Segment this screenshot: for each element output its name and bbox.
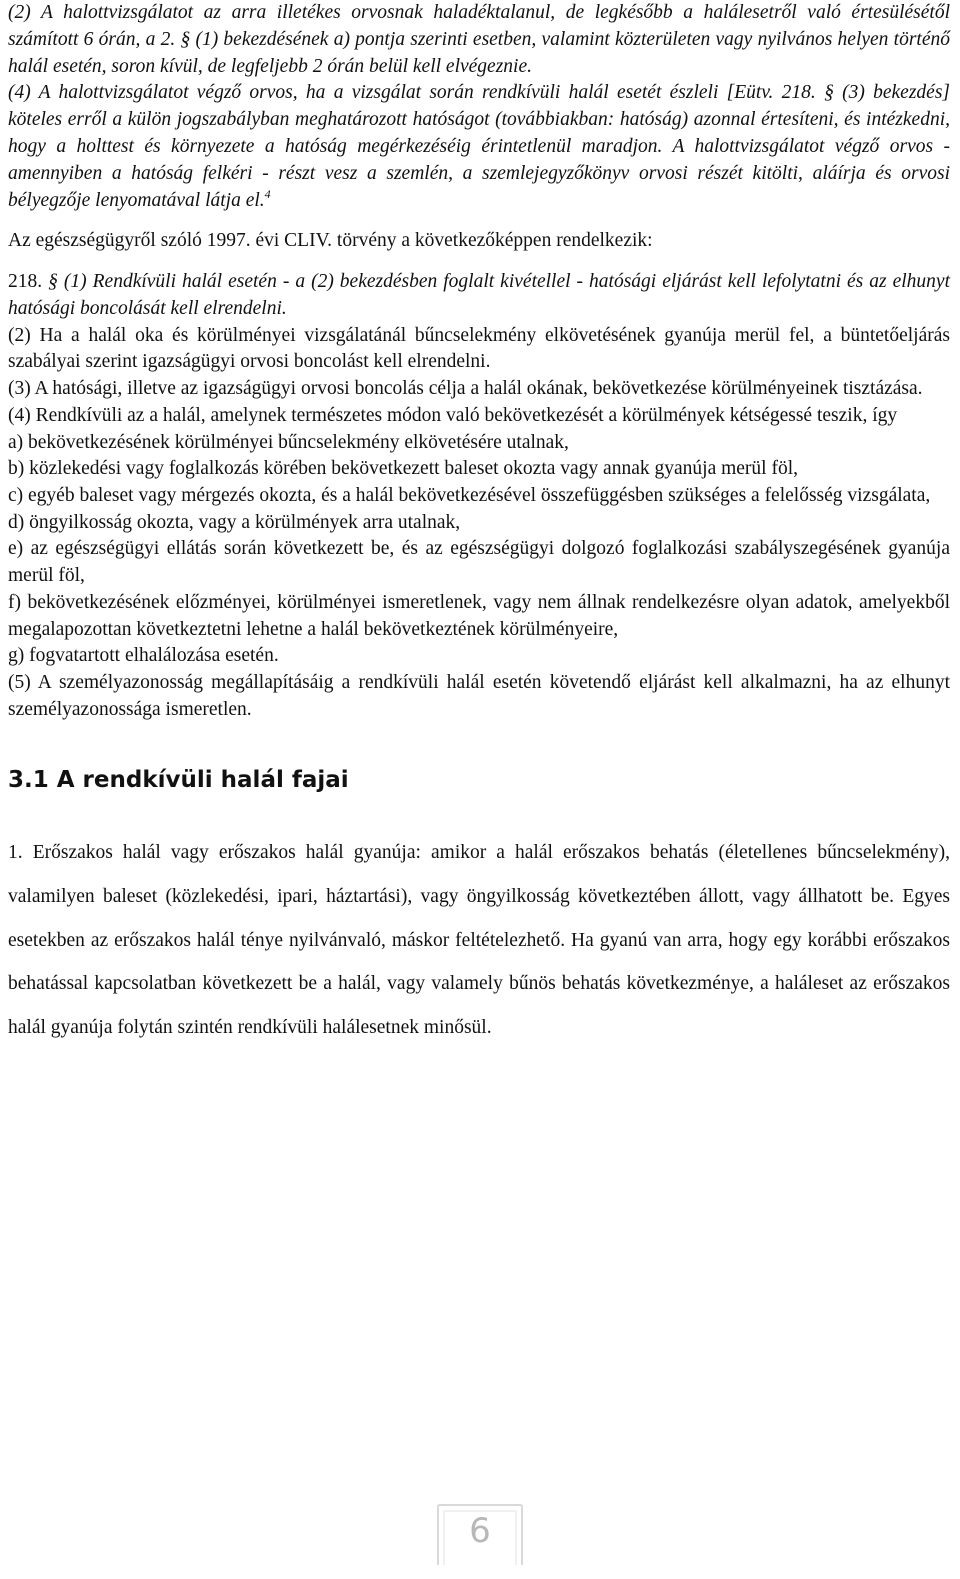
law-line: (2) Ha a halál oka és körülményei vizsgálatánál bűncselekmény elkövetésének gyanúja merül fel, a büntetőeljárás szabályai szerint igazságügyi orvosi boncolást kell elrendelni. <box>8 324 950 373</box>
law-text <box>8 269 950 723</box>
body-text <box>8 831 950 1049</box>
law-line: b) közlekedési vagy foglalkozás körében bekövetkezett baleset okozta vagy annak gyanúja merül föl, <box>8 458 798 480</box>
law-lead-paragraph <box>8 269 950 322</box>
law-line: a) bekövetkezésének körülményei bűncselekmény elkövetésére utalnak, <box>8 431 569 453</box>
law-line: f) bekövetkezésének előzményei, körülményei ismeretlenek, vagy nem állnak rendelkezésre olyan adatok, amelyekből megalapozottan következtetni lehetne a halál bekövetkeztének körülményeire, <box>8 591 950 640</box>
law-section-number: 218. <box>8 271 43 293</box>
law-line: d) öngyilkosság okozta, vagy a körülmények arra utalnak, <box>8 511 461 533</box>
document-page <box>8 0 950 1049</box>
paragraph-2: (2) A halottvizsgálatot az arra illetékes orvosnak haladéktalanul, de legkésőbb a halálesetről való értesülésétől számított 6 órán, a 2. § (1) bekezdésének a) pontja szerinti esetben, valamint közterületen vagy nyilvános helyen történő halál esetén, soron kívül, de legfeljebb 2 órán belül kell elvégeznie. <box>8 2 950 77</box>
law-line: (5) A személyazonosság megállapításáig a rendkívüli halál esetén követendő eljárást kell alkalmazni, ha az elhunyt személyazonossága ismeretlen. <box>8 671 950 720</box>
page-number-badge <box>432 1501 528 1567</box>
law-line: c) egyéb baleset vagy mérgezés okozta, és a halál bekövetkezésével összefüggésben szükséges a felelősség vizsgálata, <box>8 485 931 506</box>
paragraph-4 <box>8 80 950 214</box>
law-line: g) fogvatartott elhalálozása esetén. <box>8 645 279 667</box>
law-lead-text: § (1) Rendkívüli halál esetén - a (2) bekezdésben foglalt kivétellel - hatósági eljárást kell lefolytatni és az elhunyt hatósági boncolását kell elrendelni. <box>8 271 951 320</box>
page-number: 6 <box>469 1511 491 1551</box>
law-line: (3) A hatósági, illetve az igazságügyi orvosi boncolás célja a halál okának, bekövetkezése körülményeinek tisztázása. <box>8 378 923 400</box>
law-intro-line: Az egészségügyről szóló 1997. évi CLIV. törvény a következőképpen rendelkezik: <box>8 230 653 252</box>
body-paragraph: 1. Erőszakos halál vagy erőszakos halál gyanúja: amikor a halál erőszakos behatás (életellenes bűncselekmény), valamilyen baleset (közlekedési, ipari, háztartási), vagy öngyilkosság következtében állott, vagy állhatott be. Egyes esetekben az erőszakos halál ténye nyilvánvaló, máskor feltételezhető. Ha gyanú van arra, hogy egy korábbi erőszakos behatással kapcsolatban következett be a halál, vagy valamely bűnös behatás következménye, a haláleset az erőszakos halál gyanúja folytán szintén rendkívüli halálesetnek minősül. <box>8 842 950 1038</box>
section-heading: 3.1 A rendkívüli halál fajai <box>8 767 349 794</box>
footnote-reference: 4 <box>264 186 271 201</box>
law-line: e) az egészségügyi ellátás során következett be, és az egészségügyi dolgozó foglalkozási szabályszegésének gyanúja merül föl, <box>8 538 950 587</box>
regulation-excerpt <box>8 0 950 214</box>
paragraph-4-text: (4) A halottvizsgálatot végző orvos, ha a vizsgálat során rendkívüli halál esetét észleli [Eütv. 218. § (3) bekezdés] köteles erről a külön jogszabályban meghatározott hatóságot (továbbiakban: hatóság) azonnal értesíteni, és intézkedni, hogy a holttest és környezete a hatóság megérkezéséig érintetlenül maradjon. A halottvizsgálatot végző orvos - amennyiben a hatóság felkéri - részt vesz a szemlén, a szemlejegyzőkönyv orvosi részét kitölti, aláírja és orvosi bélyegzője lenyomatával látja el. <box>8 82 950 211</box>
law-line: (4) Rendkívüli az a halál, amelynek természetes módon való bekövetkezését a körülmények kétségessé teszik, így <box>8 404 898 426</box>
